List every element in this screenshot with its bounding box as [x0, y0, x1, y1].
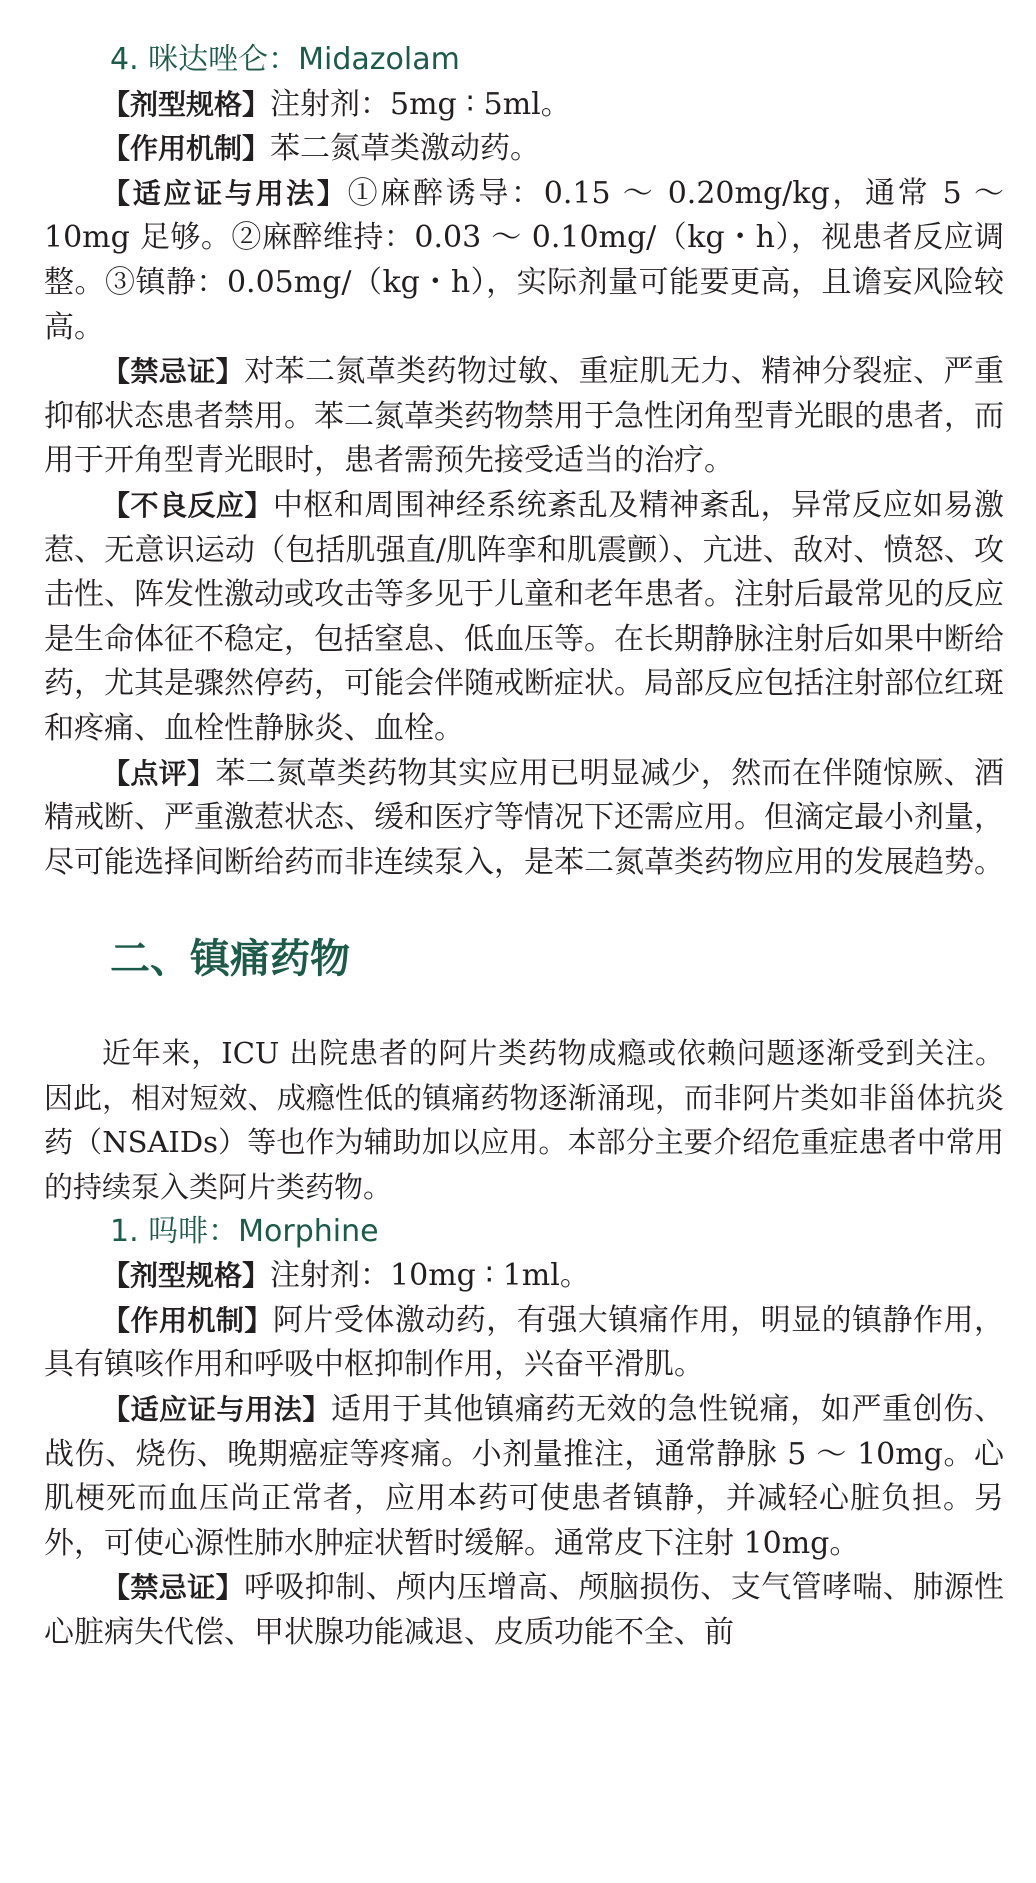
drug-title-midazolam: 4. 咪达唑仑：Midazolam [110, 42, 460, 77]
item-text: 呼吸抑制、颅内压增高、颅脑损伤、支气管哮喘、肺源性心脏病失代偿、甲状腺功能减退、皮质功能不全、前 [44, 1570, 1004, 1650]
comment-paragraph [44, 752, 1004, 886]
item-text: 注射剂：5mg ∶ 5ml。 [270, 86, 571, 122]
item-label: 【不良反应】 [102, 488, 273, 522]
item-text: ①麻醉诱导：0.15 ～ 0.20mg/kg，通常 5 ～ 10mg 足够。②麻醉维持：0.03 ～ 0.10mg/（kg・h），视患者反应调整。③镇静：0.05mg/（kg・h），实际剂量可能要更高，且谵妄风险较高。 [44, 175, 1004, 345]
item-text: 中枢和周围神经系统紊乱及精神紊乱，异常反应如易激惹、无意识运动（包括肌强直/肌阵挛和肌震颤）、亢进、敌对、愤怒、攻击性、阵发性激动或攻击等多见于儿童和老年患者。注射后最常见的反应是生命体征不稳定，包括窒息、低血压等。在长期静脉注射后如果中断给药，尤其是骤然停药，可能会伴随戒断症状。局部反应包括注射部位红斑和疼痛、血栓性静脉炎、血栓。 [44, 487, 1004, 746]
item-label: 【点评】 [102, 756, 216, 790]
item-text: 对苯二氮䓬类药物过敏、重症肌无力、精神分裂症、严重抑郁状态患者禁用。苯二氮䓬类药物禁用于急性闭角型青光眼的患者，而用于开角型青光眼时，患者需预先接受适当的治疗。 [44, 354, 1004, 479]
contraindications-paragraph [44, 350, 1004, 484]
item-text: 苯二氮䓬类激动药。 [270, 131, 541, 167]
item-label: 【适应证与用法】 [102, 176, 348, 210]
dosage-form-paragraph [44, 1254, 1004, 1299]
item-text: 阿片受体激动药，有强大镇痛作用，明显的镇静作用，具有镇咳作用和呼吸中枢抑制作用，兴奋平滑肌。 [44, 1302, 1004, 1383]
section-intro-paragraph: 近年来，ICU 出院患者的阿片类药物成瘾或依赖问题逐渐受到关注。因此，相对短效、成瘾性低的镇痛药物逐渐涌现，而非阿片类如非甾体抗炎药（NSAIDs）等也作为辅助加以应用。本部分主要介绍危重症患者中常用的持续泵入类阿片类药物。 [44, 1036, 1004, 1205]
drug-title-morphine: 1. 吗啡：Morphine [110, 1213, 379, 1249]
item-text: 适用于其他镇痛药无效的急性锐痛，如严重创伤、战伤、烧伤、晚期癌症等疼痛。小剂量推注，通常静脉 5 ～ 10mg。心肌梗死而血压尚正常者，应用本药可使患者镇静，并减轻心脏负担。另外，可使心源性肺水肿症状暂时缓解。通常皮下注射 10mg。 [44, 1392, 1004, 1561]
adverse-reactions-paragraph [44, 484, 1004, 752]
item-label: 【适应证与用法】 [102, 1393, 331, 1427]
item-label: 【作用机制】 [102, 1303, 273, 1337]
item-label: 【剂型规格】 [102, 87, 271, 121]
section-heading: 二、镇痛药物 [110, 935, 350, 983]
document-page [44, 38, 1004, 1656]
item-label: 【禁忌证】 [102, 1571, 245, 1605]
item-label: 【禁忌证】 [102, 355, 245, 389]
item-label: 【作用机制】 [102, 132, 271, 166]
mechanism-paragraph [44, 127, 1004, 172]
item-text: 苯二氮䓬类药物其实应用已明显减少，然而在伴随惊厥、酒精戒断、严重激惹状态、缓和医疗等情况下还需应用。但滴定最小剂量，尽可能选择间断给药而非连续泵入，是苯二氮䓬类药物应用的发展趋势。 [44, 755, 1004, 880]
item-label: 【剂型规格】 [102, 1259, 271, 1293]
contraindications-paragraph [44, 1566, 1004, 1655]
mechanism-paragraph [44, 1299, 1004, 1388]
indications-paragraph [44, 172, 1004, 350]
item-text: 注射剂：10mg ∶ 1ml。 [270, 1258, 590, 1294]
dosage-form-paragraph [44, 83, 1004, 128]
indications-paragraph [44, 1388, 1004, 1566]
